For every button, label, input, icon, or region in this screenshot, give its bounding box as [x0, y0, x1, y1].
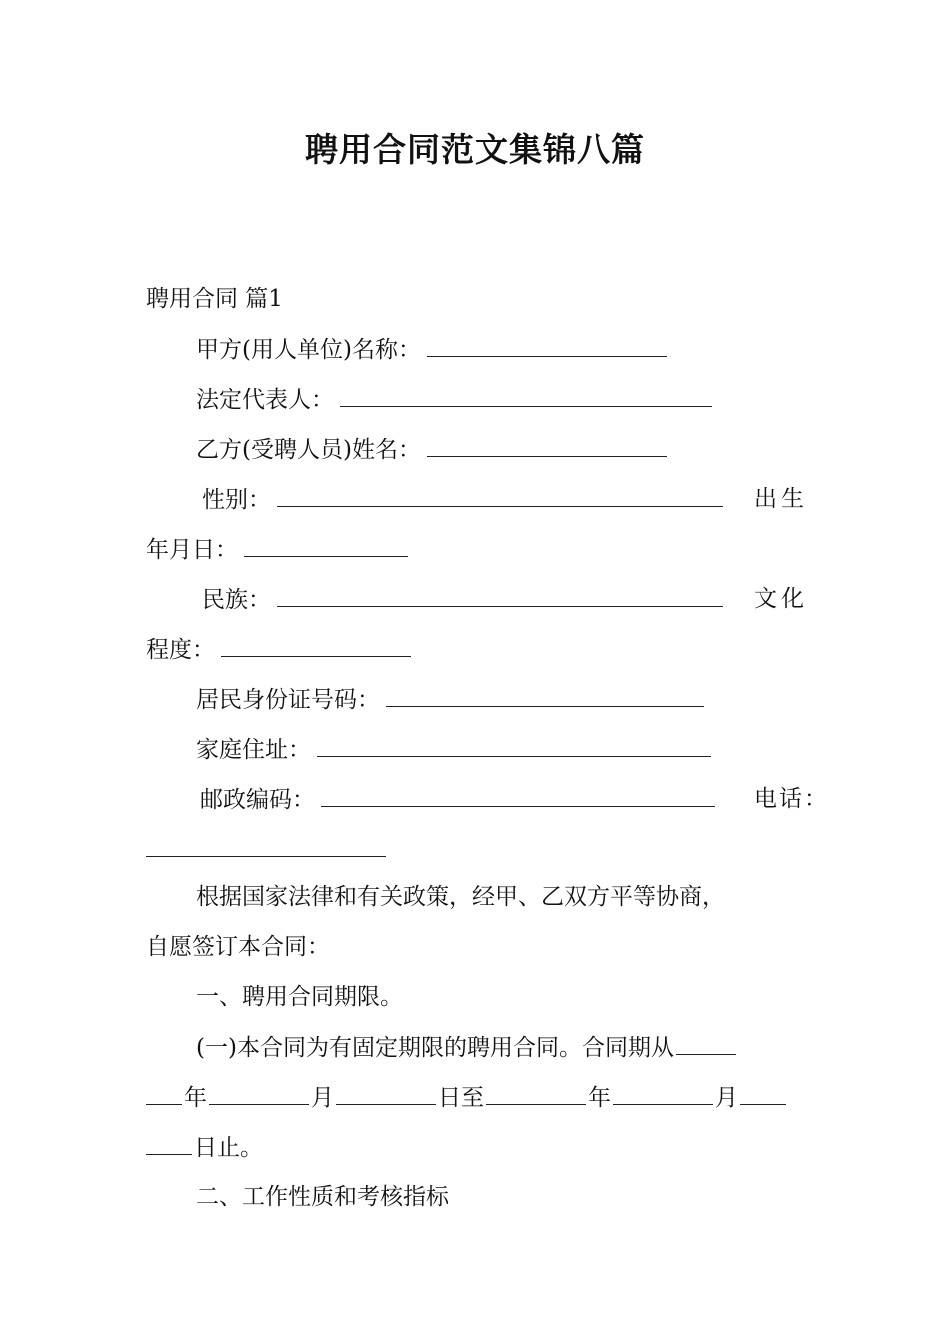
id-number-row	[196, 682, 704, 717]
id-number-blank	[386, 682, 704, 707]
employer-name-blank	[427, 332, 667, 357]
employee-name-row	[196, 432, 667, 467]
end-day-label: 日止。	[194, 1135, 263, 1161]
home-address-blank	[317, 732, 711, 757]
start-year-blank-part-a	[676, 1030, 736, 1055]
section-heading: 聘用合同 篇1	[146, 286, 283, 312]
education-label-part-a: 文化	[754, 586, 808, 612]
end-month-label: 月	[715, 1085, 738, 1111]
start-month-blank	[209, 1080, 309, 1105]
birth-label-part-a: 出生	[754, 486, 808, 512]
end-month-blank	[613, 1080, 713, 1105]
home-address-label: 家庭住址：	[196, 737, 311, 763]
intro-line-2: 自愿签订本合同：	[146, 934, 330, 960]
clause-1-1-line-1	[196, 1030, 738, 1065]
education-row	[146, 632, 411, 667]
end-year-blank	[486, 1080, 586, 1105]
id-number-label: 居民身份证号码：	[196, 687, 380, 713]
clause-1-1-line-3	[146, 1130, 263, 1165]
education-label-part-b: 程度：	[146, 637, 215, 663]
phone-blank	[146, 832, 386, 857]
gender-blank	[277, 482, 723, 507]
gender-label: 性别：	[202, 487, 271, 513]
postal-code-label: 邮政编码：	[200, 787, 315, 813]
legal-rep-label: 法定代表人：	[196, 387, 334, 413]
birth-blank	[244, 532, 408, 557]
education-blank	[221, 632, 411, 657]
home-address-row	[196, 732, 711, 767]
birth-label-part-b: 年月日：	[146, 537, 238, 563]
phone-label: 电话：	[754, 786, 829, 812]
end-year-label: 年	[588, 1085, 611, 1111]
end-day-blank-part-b	[146, 1130, 192, 1155]
employee-name-blank	[427, 432, 667, 457]
gender-row	[202, 482, 723, 517]
legal-rep-row	[196, 382, 712, 417]
clause-1-heading: 一、聘用合同期限。	[196, 984, 403, 1010]
end-day-blank-part-a	[740, 1080, 786, 1105]
ethnicity-blank	[277, 582, 723, 607]
start-day-blank	[336, 1080, 436, 1105]
ethnicity-label: 民族：	[202, 587, 271, 613]
clause-1-1-line-2	[146, 1080, 788, 1115]
clause-1-1-text: (一)本合同为有固定期限的聘用合同。合同期从	[196, 1035, 674, 1061]
employer-name-label: 甲方(用人单位)名称：	[196, 337, 421, 363]
postal-code-blank	[321, 782, 715, 807]
employee-name-label: 乙方(受聘人员)姓名：	[196, 437, 421, 463]
document-title: 聘用合同范文集锦八篇	[305, 130, 645, 169]
ethnicity-row	[202, 582, 723, 617]
employer-name-row	[196, 332, 667, 367]
start-day-to-label: 日至	[438, 1085, 484, 1111]
birth-row	[146, 532, 408, 567]
phone-row	[146, 832, 386, 867]
clause-2-heading: 二、工作性质和考核指标	[196, 1184, 449, 1210]
legal-rep-blank	[340, 382, 712, 407]
postal-code-row	[200, 782, 715, 817]
start-month-label: 月	[311, 1085, 334, 1111]
start-year-blank-part-b	[146, 1080, 182, 1105]
intro-line-1: 根据国家法律和有关政策，经甲、乙双方平等协商，	[196, 884, 725, 910]
start-year-label: 年	[184, 1085, 207, 1111]
